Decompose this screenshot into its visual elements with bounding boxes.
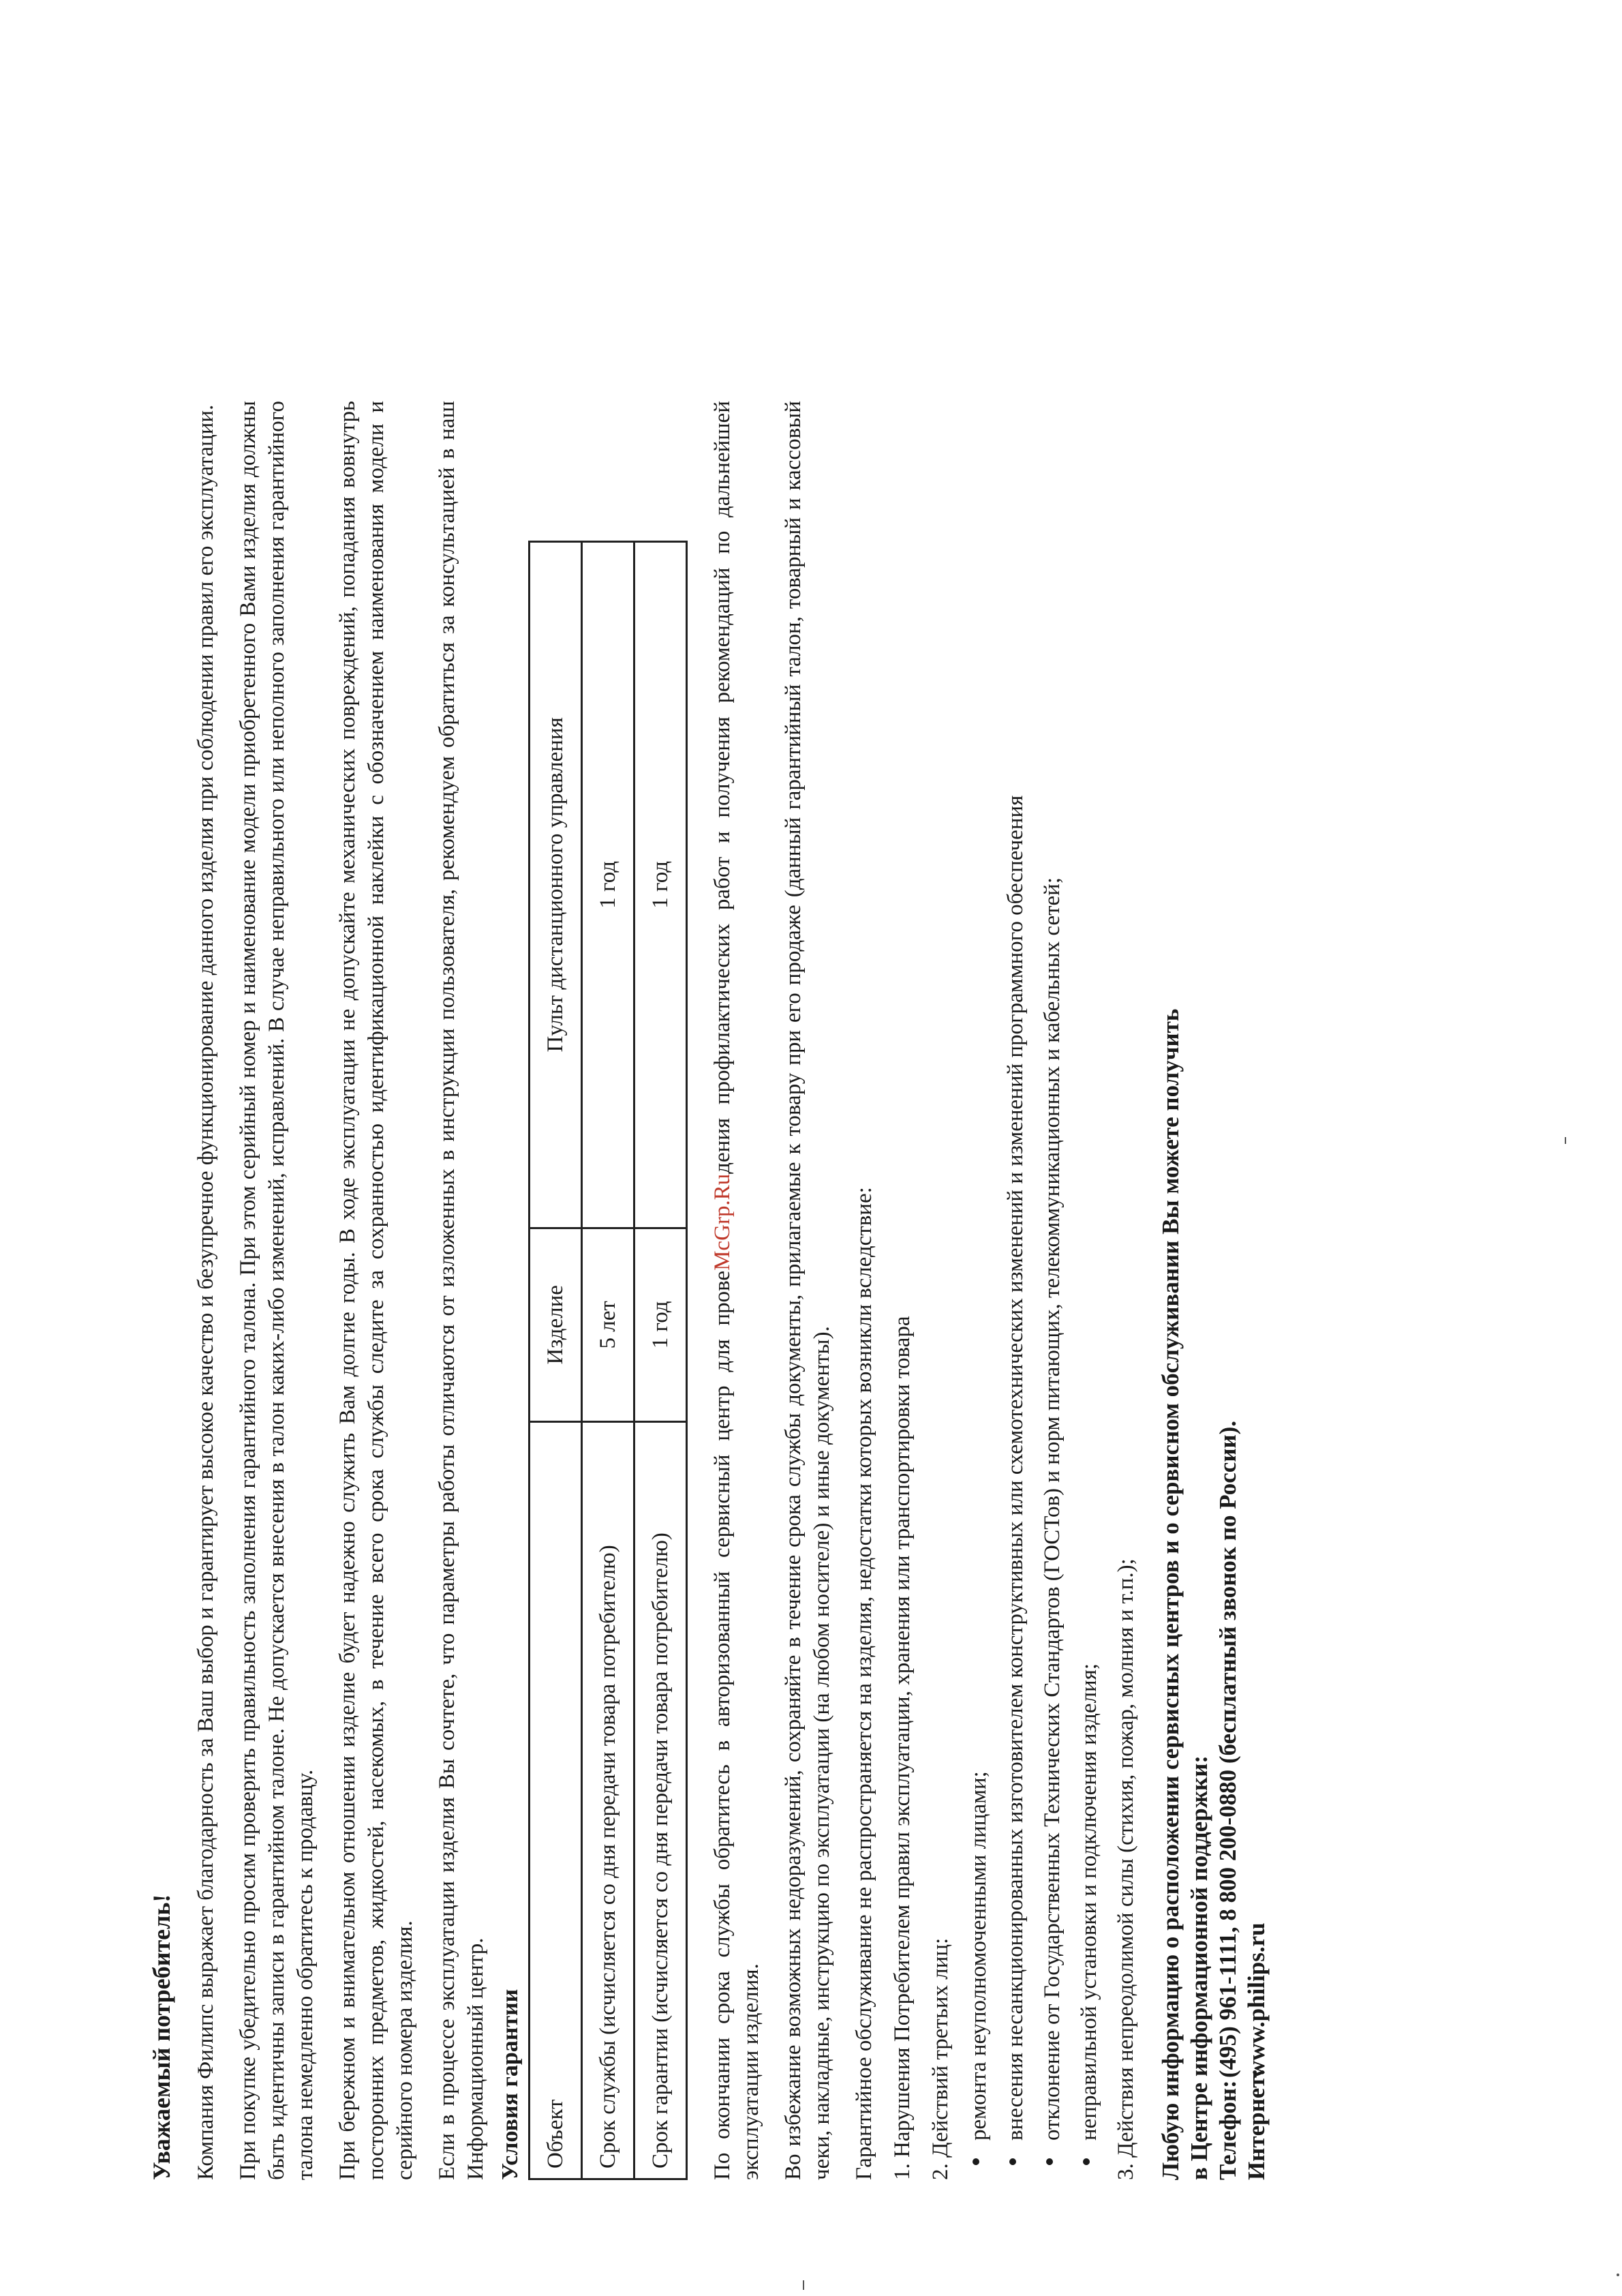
list-item [1075, 401, 1103, 2180]
list-item [1001, 401, 1030, 2180]
table-cell: Срок гарантии (исчисляется со дня передачи товара потребителю) [634, 1422, 687, 2179]
bullet-text: неправильной установки и подключения изделия; [1077, 1663, 1101, 2141]
table-cell: 1 год [634, 542, 687, 1228]
third-party-bullets [964, 401, 1103, 2180]
phone-label: Телефон: [1214, 2080, 1241, 2180]
bullet-text: отклонение от Государственных Технических Стандартов (ГОСТов) и норм питающих, телекоммуникационных и кабельных сетей; [1040, 877, 1065, 2141]
table-cell: 1 год [634, 1228, 687, 1421]
bullet-text: ремонта неуполномоченными лицами; [966, 1771, 991, 2141]
document-content [147, 401, 1271, 2180]
bullet-icon [1083, 2158, 1090, 2165]
warranty-table [528, 541, 688, 2180]
contact-block [1157, 401, 1271, 2180]
bullet-text: внесения несанкционированных изготовителем конструктивных или схемотехнических изменений и изменений программного обеспечения [1003, 795, 1028, 2141]
table-row [582, 542, 634, 2179]
consult-paragraph: Если в процессе эксплуатации изделия Вы сочтете, что параметры работы отличаются от изложенных в инструкции пользователя, рекомендуем обратиться за консультацией в наш Информационный центр. [435, 401, 488, 2180]
internet-label: Интернет: [1243, 2068, 1270, 2180]
after-service-paragraph [708, 401, 765, 2180]
keep-documents-paragraph: Во избежание возможных недоразумений, сохраняйте в течение срока службы документы, прилагаемые к товару при его продаже (данный гарантийный талон, товарный и кассовый чеки, накладные, инструкцию по эксплуатации (на любом носителе) и иные документы). [781, 401, 834, 2180]
scan-mark [803, 2280, 804, 2290]
list-item [1038, 401, 1067, 2180]
info-line-2: в Центре информационной поддержки: [1186, 1755, 1212, 2180]
phone-value: (495) 961-1111, 8 800 200-0880 (бесплатный звонок по России). [1214, 1420, 1241, 2078]
table-cell: 1 год [582, 542, 634, 1228]
scan-mark [1565, 1137, 1566, 1144]
warranty-conditions-heading: Условия гарантии [498, 1989, 523, 2180]
list-item-1: 1. Нарушения Потребителем правил эксплуатации, хранения или транспортировки товара [890, 1316, 915, 2180]
not-covered-intro: Гарантийное обслуживание не распространяется на изделия, недостатки которых возникли вследствие: [852, 1187, 876, 2180]
watermark-text: McGrp.Ru [710, 1173, 735, 1271]
bullet-icon [1009, 2158, 1016, 2165]
bullet-icon [973, 2158, 979, 2165]
purchase-check-paragraph: При покупке убедительно просим проверить правильность заполнения гарантийного талона. При этом серийный номер и наименование модели приобретенного Вами изделия должны быть идентичны записи в гарантийном талоне. Не допускается внесения в талон каких-либо изменений, исправлений. В случае неправильного или неполного заполнения гарантийного талона немедленно обратитесь к продавцу. [236, 401, 318, 2180]
table-cell: Срок службы (исчисляется со дня передачи товара потребителю) [582, 1422, 634, 2179]
list-item-2: 2. Действий третьих лиц: [928, 1937, 953, 2180]
internet-link[interactable]: www.philips.ru [1243, 1922, 1270, 2078]
document-title: Уважаемый потребитель! [148, 1894, 175, 2180]
table-cell: 5 лет [582, 1228, 634, 1421]
intro-paragraph: Компания Филипс выражает благодарность за Ваш выбор и гарантирует высокое качество и безупречное функционирование данного изделия при соблюдении правил его эксплуатации. [194, 404, 218, 2180]
phone-line [1214, 401, 1242, 2180]
internet-line [1242, 401, 1271, 2180]
table-header-remote: Пульт дистанционного управления [530, 542, 582, 1228]
table-header-row [530, 542, 582, 2179]
bullet-icon [1046, 2158, 1053, 2165]
info-line-1: Любую информацию о расположении сервисных центров и о сервисном обслуживании Вы можете получить [1157, 1008, 1184, 2180]
table-row [634, 542, 687, 2179]
list-item [964, 401, 993, 2180]
list-item-3: 3. Действия непреодолимой силы (стихия, пожар, молния и т.п.); [1114, 1558, 1138, 2180]
scan-mark [1617, 2274, 1619, 2276]
after-service-text-2: дения профилактических работ и получения рекомендаций по дальнейшей эксплуатации изделия. [710, 401, 763, 2180]
careful-use-paragraph: При бережном и внимательном отношении изделие будет надежно служить Вам долгие годы. В ходе эксплуатации не допускайте механических повреждений, попадания вовнутрь посторонних предметов, жидкостей, насекомых, в течение всего срока службы следите за сохранностью идентификационной наклейки с обозначением наименования модели и серийного номера изделия. [335, 401, 417, 2180]
table-header-object: Объект [530, 1422, 582, 2179]
table-header-product: Изделие [530, 1228, 582, 1421]
after-service-text-1: По окончании срока службы обратитесь в авторизованный сервисный центр для прове [710, 1270, 735, 2180]
